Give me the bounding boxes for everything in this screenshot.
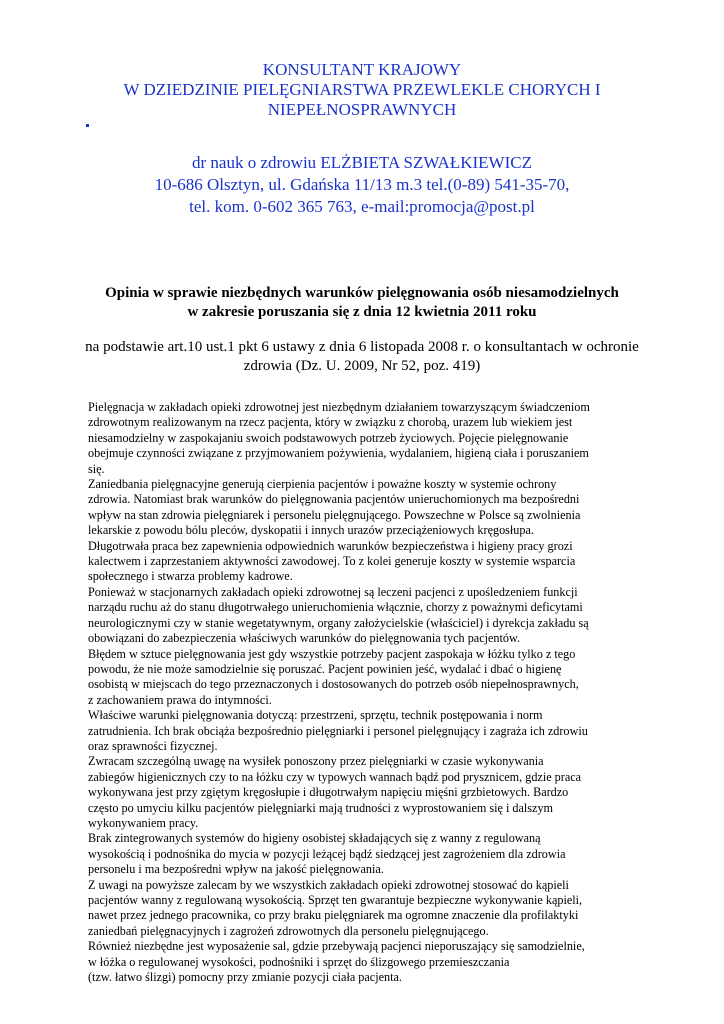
body-line: Z uwagi na powyższe zalecam by we wszystkich zakładach opieki zdrowotnej stosować do kąpieli (88, 877, 569, 892)
body-line: narządu ruchu aż do stanu długotrwałego unieruchomienia włącznie, chorzy z poważnymi deficytami (88, 600, 583, 615)
body-line: Zaniedbania pielęgnacyjne generują cierpienia pacjentów i poważne koszty w systemie ochrony (88, 477, 557, 492)
basis-line: na podstawie art.10 ust.1 pkt 6 ustawy z dnia 6 listopada 2008 r. o konsultantach w ochronie (85, 339, 639, 355)
body-line: się. (88, 461, 105, 476)
body-line: kalectwem i zaprzestaniem aktywności zawodowej. To z kolei generuje koszty w systemie wsparcia (88, 554, 576, 569)
body-line: neurologicznymi czy w stanie wegetatywnym, organy założycielskie (właściciel) i dyrekcja zakładu są (88, 615, 589, 630)
body-line: Długotrwała praca bez zapewnienia odpowiednich warunków bezpieczeństwa i higieny pracy grozi (88, 538, 573, 553)
body-line: Właściwe warunki pielęgnowania dotyczą: przestrzeni, sprzętu, technik postępowania i norm (88, 708, 543, 723)
contact-line: dr nauk o zdrowiu ELŻBIETA SZWAŁKIEWICZ (192, 153, 532, 172)
body-line: zdrowia. Natomiast brak warunków do pielęgnowania pacjentów unieruchomionych ma bezpośredni (88, 492, 580, 507)
body-line: często po umyciu kilku pacjentów pielęgniarki mają trudności z wyprostowaniem się i dalszym (88, 800, 554, 815)
body-line: zatrudnienia. Ich brak obciąża bezpośrednio pielęgniarki i personel pielęgnujący i zagraża ich zdrowiu (88, 723, 588, 738)
heading-line: NIEPEŁNOSPRAWNYCH (267, 100, 457, 119)
body-line: Pielęgnacja w zakładach opieki zdrowotnej jest niezbędnym działaniem towarzyszącym świadczeniom (88, 400, 590, 414)
body-line: personelu i ma bezpośredni wpływ na jakość pielęgnowania. (88, 862, 384, 877)
body-line: nawet przez jednego pracownika, co przy braku pielęgniarek ma ogromne znaczenie dla profilaktyki (88, 908, 579, 923)
body-line: społecznego i stwarza problemy kadrowe. (88, 569, 293, 584)
body-line: obowiązani do zabezpieczenia właściwych warunków do pielęgnowania tych pacjentów. (88, 631, 521, 646)
body-line: wysokością i podnośnika do mycia w pozycji leżącej bądź siedzącej jest zagrożeniem dla zdrowia (88, 846, 566, 861)
basis-line: zdrowia (Dz. U. 2009, Nr 52, poz. 419) (243, 358, 481, 374)
body-line: Ponieważ w stacjonarnych zakładach opieki zdrowotnej są leczeni pacjenci z upośledzeniem funkcji (88, 584, 578, 599)
heading-line: KONSULTANT KRAJOWY (262, 60, 462, 79)
body-line: wykonywaniem pracy. (88, 815, 199, 830)
body-line: w łóżka o regulowanej wysokości, podnośniki i sprzęt do ślizgowego przemieszczania (88, 954, 510, 969)
consultant-heading (0, 60, 724, 120)
body-line: Brak zintegrowanych systemów do higieny osobistej składających się z wanny z regulowaną (88, 831, 541, 846)
title-line: Opinia w sprawie niezbędnych warunków pielęgnowania osób niesamodzielnych (105, 285, 619, 301)
body-line: zabiegów higienicznych czy to na łóżku czy w typowych wannach bądź pod prysznicem, gdzie praca (88, 769, 582, 784)
contact-line: 10-686 Olsztyn, ul. Gdańska 11/13 m.3 tel.(0-89) 541-35-70, (154, 175, 570, 194)
body-line: oraz sprawności fizycznej. (88, 738, 218, 753)
body-line: zdrowotnym realizowanym na rzecz pacjenta, który w związku z chorobą, urazem lub wiekiem jest (88, 415, 573, 430)
body-line: zaniedbań pielęgnacyjnych i zagrożeń zdrowotnych dla personelu pielęgnującego. (88, 923, 489, 938)
body-line: Zwracam szczególną uwagę na wysiłek ponoszony przez pielęgniarki w czasie wykonywania (88, 754, 544, 769)
body-line: wpływ na stan zdrowia pielęgniarek i personelu pielęgnującego. Powszechne w Polsce są zwolnienia (88, 507, 581, 522)
body-line: niesamodzielny w zaspokajaniu swoich podstawowych potrzeb życiowych. Pojęcie pielęgnowanie (88, 430, 569, 445)
legal-basis (0, 338, 724, 376)
heading-line: W DZIEDZINIE PIELĘGNIARSTWA PRZEWLEKLE CHORYCH I (123, 80, 601, 99)
title-line: w zakresie poruszania się z dnia 12 kwietnia 2011 roku (187, 304, 537, 320)
bullet-dot (86, 124, 89, 127)
contact-block (0, 152, 724, 218)
body-line: wykonywana jest przy zgiętym kręgosłupie i długotrwałym napięciu mięśni grzbietowych. Bardzo (88, 785, 569, 800)
body-line: powodu, że nie może samodzielnie się poruszać. Pacjent powinien jeść, wydalać i dbać o higienę (88, 661, 562, 676)
body-line: Błędem w sztuce pielęgnowania jest gdy wszystkie potrzeby pacjent zaspokaja w łóżku tylko z tego (88, 646, 576, 661)
opinion-title (0, 284, 724, 322)
body-line: pacjentów wanny z regulowaną wysokością. Sprzęt ten gwarantuje bezpieczne wykonywanie kąpieli, (88, 893, 583, 907)
body-line: (tzw. łatwo ślizgi) pomocny przy zmianie pozycji ciała pacjenta. (88, 970, 402, 985)
body-line: lekarskie z powodu bólu pleców, dyskopatii i innych urazów przeciążeniowych kręgosłupa. (88, 523, 534, 538)
body-line: z zachowaniem prawa do intymności. (88, 692, 272, 707)
body-line: Również niezbędne jest wyposażenie sal, gdzie przebywają pacjenci nieporuszający się samodzielnie, (88, 939, 585, 954)
contact-line: tel. kom. 0-602 365 763, e-mail:promocja@post.pl (189, 197, 535, 216)
body-line: obejmuje czynności związane z przyjmowaniem pożywienia, wydalaniem, higieną ciała i poruszaniem (88, 446, 589, 461)
body-text (88, 400, 648, 985)
body-line: osobistą w miejscach do tego przeznaczonych i dostosowanych do potrzeb osób niepełnosprawnych, (88, 677, 579, 692)
